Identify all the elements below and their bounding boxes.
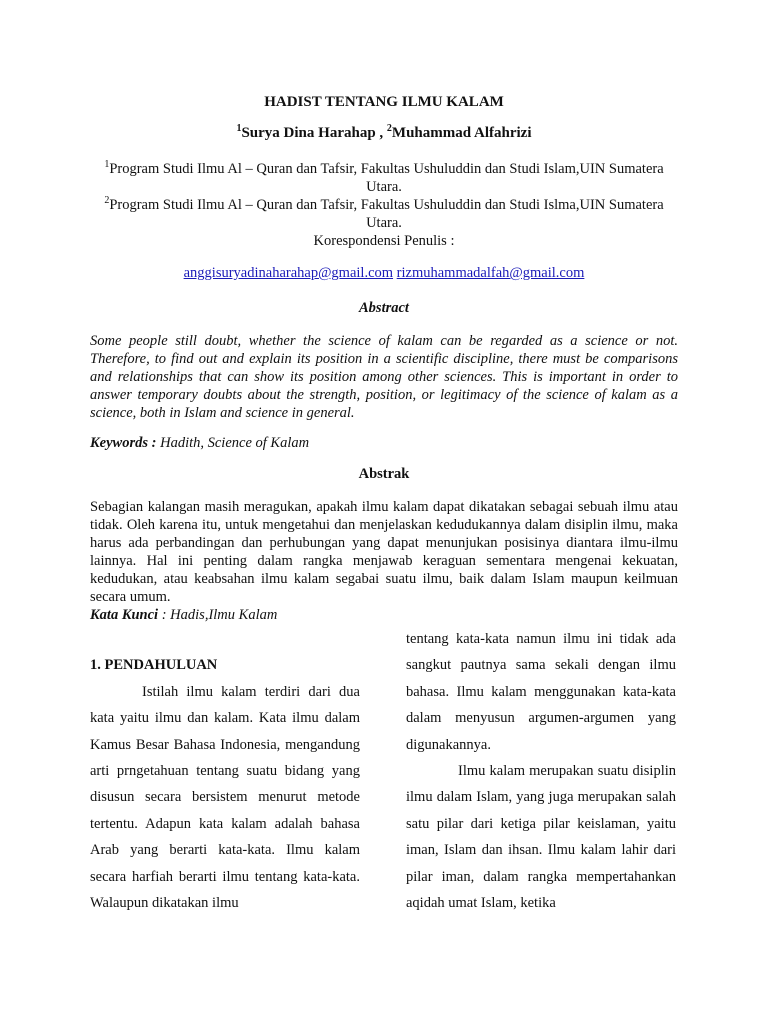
katakunci-label: Kata Kunci [90,607,159,623]
left-column-paragraph: Istilah ilmu kalam terdiri dari dua kata yaitu ilmu dan kalam. Kata ilmu dalam Kamus Besar Bahasa Indonesia, mengandung arti prngetahuan tentang suatu bidang yang disusun secara bersistem menurut metode tertentu. Adapun kata kalam adalah bahasa Arab yang berarti kata-kata. Ilmu kalam secara harfiah berarti ilmu tentang kata-kata. Walaupun dikatakan ilmu [90,683,360,912]
paper-title: HADIST TENTANG ILMU KALAM [264,94,504,110]
keywords-label: Keywords : [90,435,157,451]
right-column [406,626,676,916]
email-link-1[interactable]: anggisuryadinaharahap@gmail.com [183,265,394,281]
affiliation-1-text: Program Studi Ilmu Al – Quran dan Tafsir, Fakultas Ushuluddin dan Studi Islam,UIN Sumatera Utara. [109,161,664,195]
right-column-paragraph-1: tentang kata-kata namun ilmu ini tidak ada sangkut pautnya sama sekali dengan ilmu bahasa. Ilmu kalam menggunakan kata-kata dalam menyusun argumen-argumen yang digunakannya. [406,631,676,753]
katakunci-text: : Hadis,Ilmu Kalam [158,607,278,623]
email-link-2[interactable]: rizmuhammadalfah@gmail.com [396,265,585,281]
author2-superscript: 2 [386,123,392,134]
affiliation-2-text: Program Studi Ilmu Al – Quran dan Tafsir, Fakultas Ushuluddin dan Studi Islma,UIN Sumatera Utara. [109,197,664,231]
abstract-heading: Abstract [359,300,409,316]
katakunci-line [90,606,678,624]
keywords-text: Hadith, Science of Kalam [156,435,310,451]
abstrak-heading: Abstrak [358,466,410,482]
email-line [90,265,678,282]
affiliation-2-superscript: 2 [104,195,110,206]
affiliation-1 [90,160,678,196]
correspondence-label: Korespondensi Penulis : [313,233,455,249]
keywords-line [90,434,678,452]
affiliations [90,160,678,250]
left-column [90,626,360,916]
abstrak-body: Sebagian kalangan masih meragukan, apakah ilmu kalam dapat dikatakan sebagai sebuah ilmu atau tidak. Oleh karena itu, untuk mengetahui dan menjelaskan kedudukannya dalam disiplin ilmu, maka harus ada perbandingan dan perhubungan yang dapat menunjukan posisinya diantara ilmu-ilmu lainnya. Hal ini penting dalam rangka menjawab keraguan sementara mengenai kekuatan, kedudukan, atau keabsahan ilmu kalam segabai suatu ilmu, baik dalam Islam maupun keilmuan secara umum. [90,499,678,605]
author2-name: Muhammad Alfahrizi [391,125,532,141]
author1-superscript: 1 [236,123,242,134]
affiliation-2 [90,196,678,232]
abstract-body: Some people still doubt, whether the science of kalam can be regarded as a science or not. Therefore, to find out and explain its position in a scientific discipline, there must be comparisons and relationships that can show its position among other sciences. This is important in order to answer temporary doubts about the strength, position, or legitimacy of the science of kalam as a science, both in Islam and science in general. [90,333,678,421]
right-column-paragraph-2: Ilmu kalam merupakan suatu disiplin ilmu dalam Islam, yang juga merupakan salah satu pilar dari ketiga pilar keislaman, yaitu iman, Islam dan ihsan. Ilmu kalam lahir dari pilar iman, dalam rangka mempertahankan aqidah umat Islam, ketika [406,763,676,912]
author1-name: Surya Dina Harahap , [241,125,384,141]
author-line [90,125,678,142]
affiliation-1-superscript: 1 [104,159,110,170]
section-heading-pendahuluan: 1. PENDAHULUAN [90,657,218,674]
